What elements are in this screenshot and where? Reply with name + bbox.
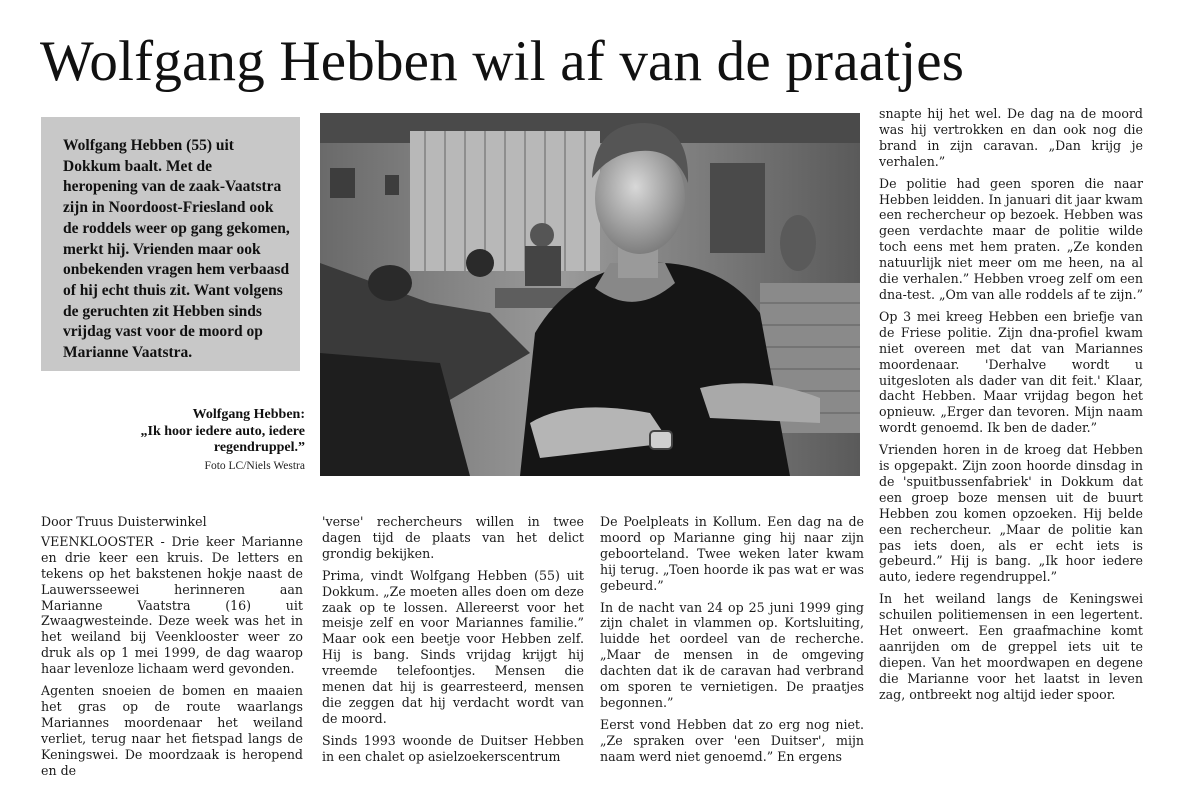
lead-text: Wolfgang Hebben (55) uit Dokkum baalt. Met de heropening van de zaak-Vaatstra zijn in Noordoost-Friesland ook de roddels weer op gang gekomen, merkt hij. Vrienden maar ook onbekenden vragen hem verbaasd of hij echt thuis zit. Want volgens de geruchten zit Hebben sinds vrijdag vast voor de moord op Marianne Vaatstra. — [63, 137, 290, 362]
paragraph: VEENKLOOSTER - Drie keer Marianne en drie keer een kruis. De letters en tekens op het bakstenen hokje naast de Lauwersseewei herinneren aan Marianne Vaatstra (16) uit Zwaagwesteinde. Deze week was het in het weiland bij Veenklooster weer zo druk als op 1 mei 1999, de dag waarop haar levenloze lichaam werd gevonden. — [41, 533, 303, 677]
shelf — [710, 163, 765, 253]
lead-box — [41, 117, 300, 371]
article-column-1 — [41, 514, 303, 785]
paragraph: Prima, vindt Wolfgang Hebben (55) uit Dokkum. „Ze moeten alles doen om deze zaak op te lossen. Allereerst voor het meisje zelf en voor Mariannes familie.” Maar ook een beetje voor Hebben zelf. Hij is bang. Sinds vrijdag krijgt hij vreemde telefoontjes. Mensen die menen dat hij is gearresteerd, mensen die zeggen dat hij verdacht wordt van de moord. — [322, 567, 584, 726]
photo-credit: Foto LC/Niels Westra — [204, 459, 305, 472]
paragraph: Eerst vond Hebben dat zo erg nog niet. „Ze spraken over 'een Duitser', mijn naam werd niet genoemd.” En ergens — [600, 716, 864, 764]
paragraph: De Poelpleats in Kollum. Een dag na de moord op Marianne ging hij naar zijn geboorteland. Twee weken later kwam hij terug. „Toen hoorde ik pas wat er was gebeurd.” — [600, 514, 864, 593]
caption-quote: „Ik hoor iedere auto, iedere regendruppel.” — [140, 423, 305, 455]
paragraph: Sinds 1993 woonde de Duitser Hebben in een chalet op asielzoekerscentrum — [322, 732, 584, 764]
photo-caption — [120, 407, 305, 474]
paragraph: Agenten snoeien de bomen en maaien het gras op de route waarlangs Mariannes moordenaar het weiland verliet, terug naar het fietspad langs de Keningswei. De moordzaak is heropend en de — [41, 683, 303, 778]
paragraph: In het weiland langs de Keningswei schuilen politiemensen in een legertent. Het onweert. Een graafmachine komt aanrijden om de greppel iets uit te diepen. Van het moordwapen en degene die Marianne voor het laatst in leven zag, ontbreekt nog altijd ieder spoor. — [879, 591, 1143, 702]
paragraph: In de nacht van 24 op 25 juni 1999 ging zijn chalet in vlammen op. Kortsluiting, luidde het oordeel van de recherche. „Maar de mensen in de omgeving dachten dat ik de caravan had verbrand om sporen te vernietigen. De praatjes begonnen.” — [600, 599, 864, 710]
article-column-2 — [322, 514, 584, 771]
wristwatch — [650, 431, 672, 449]
article-column-3 — [600, 514, 864, 771]
dateline: VEENKLOOSTER — [41, 533, 154, 549]
headline: Wolfgang Hebben wil af van de praatjes — [40, 30, 965, 93]
article-column-4 — [879, 106, 1143, 709]
paragraph: Vrienden horen in de kroeg dat Hebben is opgepakt. Zijn zoon hoorde dinsdag in de 'spuitbussenfabriek' in Dokkum dat een groep boze mensen uit de buurt Hebben zou komen opzoeken. Hij belde een rechercheur. „Maar de politie kan pas iets doen, als er echt iets is gebeurd.” Hij is bang. „Ik hoor iedere auto, iedere regendruppel.” — [879, 442, 1143, 585]
caption-name: Wolfgang Hebben: — [192, 407, 305, 422]
paragraph: De politie had geen sporen die naar Hebben leidden. In januari dit jaar kwam een rechercheur op bezoek. Hebben was geen verdachte maar de politie wilde toch eens met hem praten. „Ze konden natuurlijk niet meer om me heen, na al die verhalen.” Hebben vroeg zelf om een dna-test. „Om van alle roddels af te zijn.” — [879, 175, 1144, 302]
byline: Door Truus Duisterwinkel — [41, 514, 207, 529]
paragraph: snapte hij het wel. De dag na de moord was hij vertrokken en dan ook nog die brand in zijn caravan. „Dan krijg je verhalen.” — [879, 106, 1143, 169]
paragraph: Op 3 mei kreeg Hebben een briefje van de Friese politie. Zijn dna-profiel kwam niet overeen met dat van Mariannes moordenaar. 'Derhalve wordt u uitgesloten als dader van dit feit.' Klaar, dacht Hebben. Maar vrijdag begon het opnieuw. „Erger dan tevoren. Mijn naam wordt genoemd. Ik ben de dader.” — [879, 308, 1143, 436]
paragraph: 'verse' rechercheurs willen in twee dagen tijd de plaats van het delict grondig bekijken. — [322, 514, 584, 561]
portrait-photo — [320, 113, 860, 476]
